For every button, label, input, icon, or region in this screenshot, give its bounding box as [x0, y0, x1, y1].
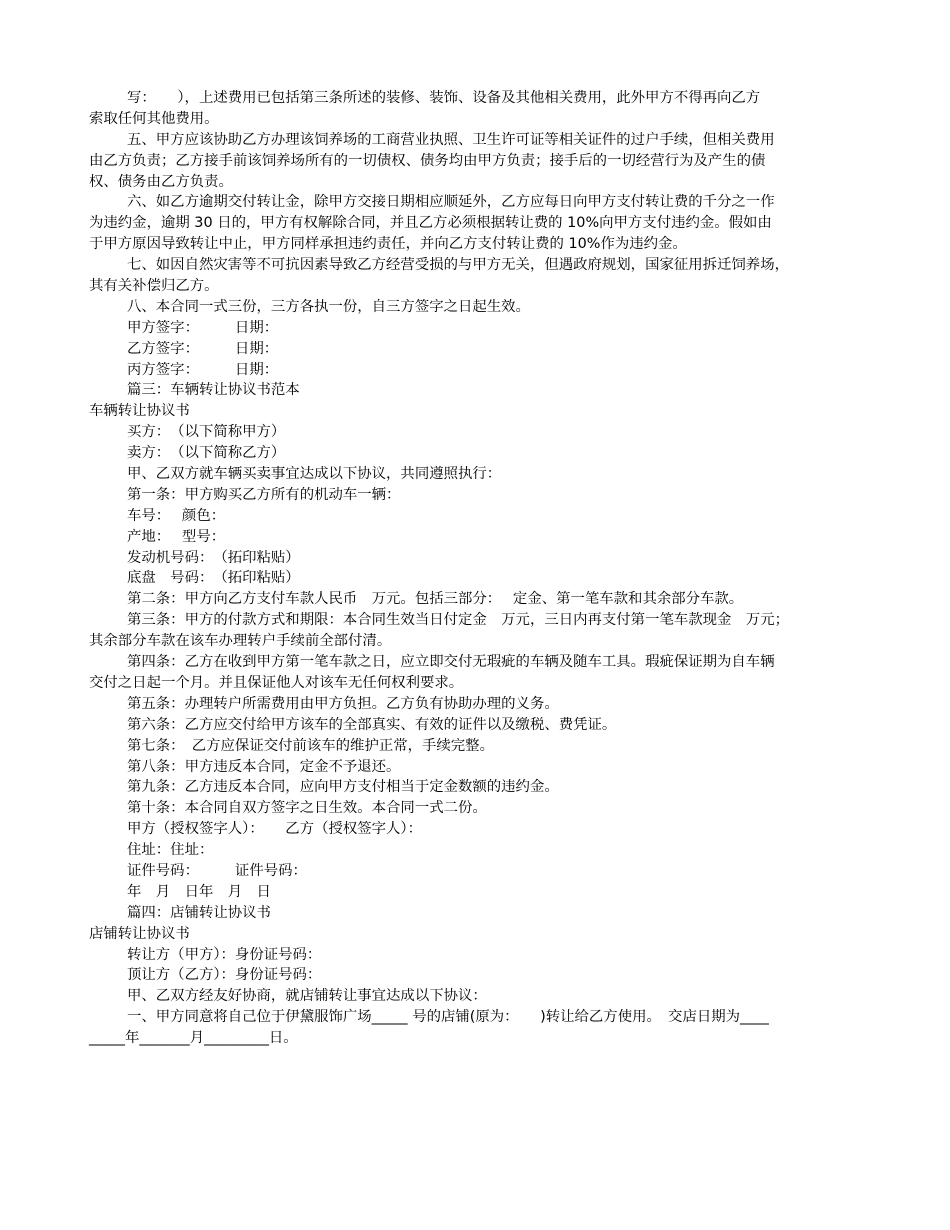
- text-line: 车辆转让协议书: [89, 403, 190, 420]
- text-line: 买方： （以下简称甲方）: [127, 424, 286, 441]
- text-line: 于甲方原因导致转让中止，甲方同样承担违约责任，并向乙方支付转让费的 10%作为违约金。: [89, 236, 687, 253]
- text-line: 产地： 型号：: [127, 528, 226, 545]
- text-line: 第五条：办理转户所需费用由甲方负担。乙方负有协助办理的义务。: [127, 695, 559, 712]
- text-line: 店铺转让协议书: [89, 925, 190, 942]
- text-line: 车号： 颜色：: [127, 507, 226, 524]
- text-line: 住址：住址：: [127, 842, 214, 859]
- text-line: 索取任何其他费用。: [89, 110, 219, 127]
- text-line: 篇四：店铺转让协议书: [127, 904, 271, 921]
- text-line: 第三条：甲方的付款方式和期限：本合同生效当日付定金 万元，三日内再支付第一笔车款现金 万元；: [127, 612, 789, 629]
- text-line: 年 月 日年 月 日: [127, 883, 271, 900]
- text-line: 六、如乙方逾期交付转让金，除甲方交接日期相应顺延外，乙方应每日向甲方支付转让费的千分之一作: [127, 194, 775, 211]
- text-line: 证件号码： 证件号码：: [127, 862, 307, 879]
- text-line: 第十条：本合同自双方签字之日生效。本合同一式二份。: [127, 800, 487, 817]
- text-line: 发动机号码： （拓印粘贴）: [127, 549, 300, 566]
- text-line: 第一条：甲方购买乙方所有的机动车一辆：: [127, 486, 401, 503]
- text-line: 丙方签字： 日期：: [127, 361, 279, 378]
- text-line: 为违约金，逾期 30 日的，甲方有权解除合同，并且乙方必须根据转让费的 10%向甲方支付违约金。假如由: [89, 215, 772, 232]
- text-line: 乙方签字： 日期：: [127, 340, 279, 357]
- text-line: _____年_______月_________日。: [89, 1030, 298, 1047]
- text-line: 卖方： （以下简称乙方）: [127, 445, 286, 462]
- document-body: [89, 88, 864, 1049]
- text-line: 底盘 号码： （拓印粘贴）: [127, 570, 300, 587]
- text-line: 第六条：乙方应交付给甲方该车的全部真实、有效的证件以及缴税、费凭证。: [127, 716, 617, 733]
- text-line: 七、如因自然灾害等不可抗因素导致乙方经营受损的与甲方无关，但遇政府规划，国家征用拆迁饲养场，: [127, 257, 789, 274]
- text-line: 由乙方负责；乙方接手前该饲养场所有的一切债权、债务均由甲方负责；接手后的一切经营行为及产生的债: [89, 152, 766, 169]
- text-line: 一、甲方同意将自己位于伊黛服饰广场_____ 号的店铺(原为： )转让给乙方使用。 交店日期为____: [127, 1009, 769, 1026]
- text-line: 权、债务由乙方负责。: [89, 173, 233, 190]
- text-line: 甲方（授权签字人）： 乙方（授权签字人）：: [127, 821, 422, 838]
- text-line: 第九条：乙方违反本合同，应向甲方支付相当于定金数额的违约金。: [127, 779, 559, 796]
- text-line: 第四条：乙方在收到甲方第一笔车款之日，应立即交付无瑕疵的车辆及随车工具。瑕疵保证期为自车辆: [127, 654, 775, 671]
- text-line: 写： ），上述费用已包括第三条所述的装修、装饰、设备及其他相关费用，此外甲方不得再向乙方: [127, 90, 761, 106]
- text-line: 甲、乙双方经友好协商，就店铺转让事宜达成以下协议：: [127, 988, 487, 1005]
- text-line: 第二条：甲方向乙方支付车款人民币 万元。包括三部分： 定金、第一笔车款和其余部分车款。: [127, 591, 744, 608]
- text-line: 五、甲方应该协助乙方办理该饲养场的工商营业执照、卫生许可证等相关证件的过户手续，但相关费用: [127, 131, 775, 148]
- text-line: 顶让方（乙方）：身份证号码：: [127, 967, 322, 984]
- text-line: 八、本合同一式三份，三方各执一份，自三方签字之日起生效。: [127, 298, 530, 315]
- text-line: 篇三：车辆转让协议书范本: [127, 382, 300, 399]
- text-line: 其有关补偿归乙方。: [89, 278, 219, 295]
- text-line: 转让方（甲方）：身份证号码：: [127, 946, 322, 963]
- text-line: 第七条： 乙方应保证交付前该车的维护正常，手续完整。: [127, 737, 494, 754]
- text-line: 第八条：甲方违反本合同，定金不予退还。: [127, 758, 401, 775]
- text-line: 甲、乙双方就车辆买卖事宜达成以下协议，共同遵照执行：: [127, 466, 502, 483]
- text-line: 甲方签字： 日期：: [127, 319, 279, 336]
- text-line: 交付之日起一个月。并且保证他人对该车无任何权利要求。: [89, 674, 464, 691]
- text-line: 其余部分车款在该车办理转户手续前全部付清。: [89, 633, 392, 650]
